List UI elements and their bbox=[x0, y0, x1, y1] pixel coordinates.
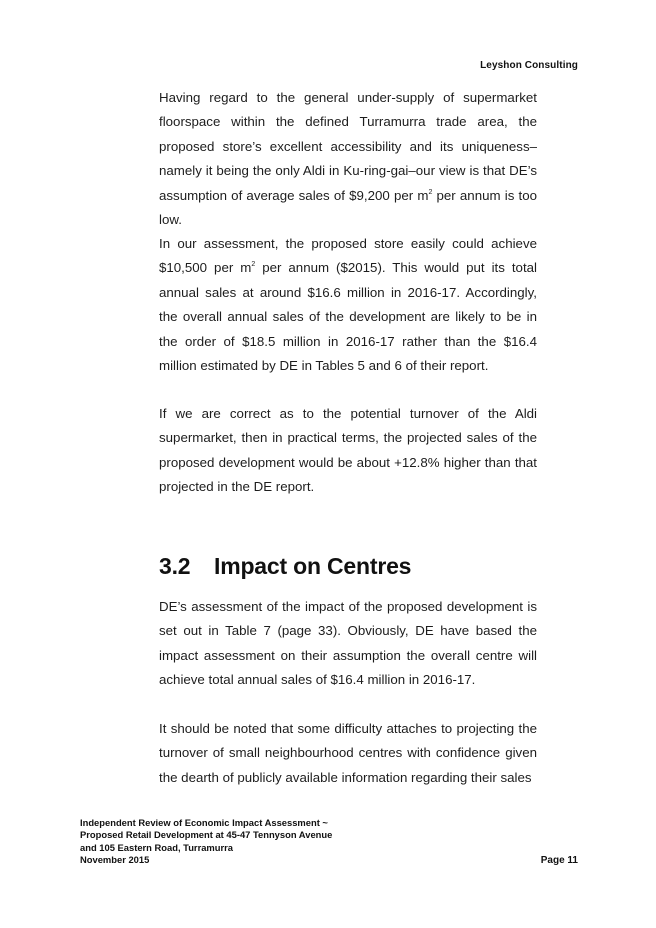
footer-line: Proposed Retail Development at 45-47 Tennyson Avenue bbox=[80, 829, 333, 841]
paragraph-impact-assessment bbox=[159, 595, 537, 693]
header-company-name: Leyshon Consulting bbox=[480, 60, 578, 71]
paragraph-text: In our assessment, the proposed store easily could achieve $10,500 per m bbox=[159, 236, 537, 276]
paragraph-text: Having regard to the general under-supply of supermarket floorspace within the defined Turramurra trade area, the proposed store’s excellent accessibility and its uniqueness–namely it being the only Aldi in Ku-ring-gai–our view is that DE’s assumption of average sales of $9,200 per m bbox=[159, 90, 537, 203]
section-number: 3.2 bbox=[159, 553, 191, 579]
paragraph-assessment bbox=[159, 232, 537, 378]
footer-line: Independent Review of Economic Impact Assessment ~ bbox=[80, 817, 328, 828]
section-title: Impact on Centres bbox=[214, 553, 412, 579]
footer-date: November 2015 bbox=[80, 854, 150, 866]
paragraph-text: per annum is too low. bbox=[159, 187, 537, 228]
superscript: 2 bbox=[251, 261, 256, 269]
footer-line: and 105 Eastern Road, Turramurra bbox=[80, 841, 234, 853]
paragraph-difficulty bbox=[159, 717, 537, 790]
paragraph-turnover bbox=[159, 402, 537, 500]
superscript: 2 bbox=[428, 188, 433, 196]
paragraph-text: DE’s assessment of the impact of the proposed development is set out in Table 7 (page 33). Obviously, DE have based the impact assessment on their assumption the overall centre will achieve total annual sales of $16.4 million in 2016-17. bbox=[159, 599, 537, 688]
paragraph-text: per annum ($2015). This would put its total annual sales at around $16.6 million in 2016-17. Accordingly, the overall annual sales of the development are likely to be in the order of $18.5 million in 2016-17 rather than the $16.4 million estimated by DE in Tables 5 and 6 of their report. bbox=[159, 260, 538, 374]
section-heading bbox=[159, 548, 411, 584]
paragraph-text: If we are correct as to the potential turnover of the Aldi supermarket, then in practical terms, the projected sales of the proposed development would be about +12.8% higher than that projected in the DE report. bbox=[159, 406, 537, 495]
footer-document-info bbox=[80, 817, 332, 867]
paragraph-text: It should be noted that some difficulty attaches to projecting the turnover of small neighbourhood centres with confidence given the dearth of publicly available information regarding their sales bbox=[159, 721, 537, 785]
paragraph-sales-assumption bbox=[159, 86, 537, 232]
page-number: Page 11 bbox=[540, 855, 578, 866]
